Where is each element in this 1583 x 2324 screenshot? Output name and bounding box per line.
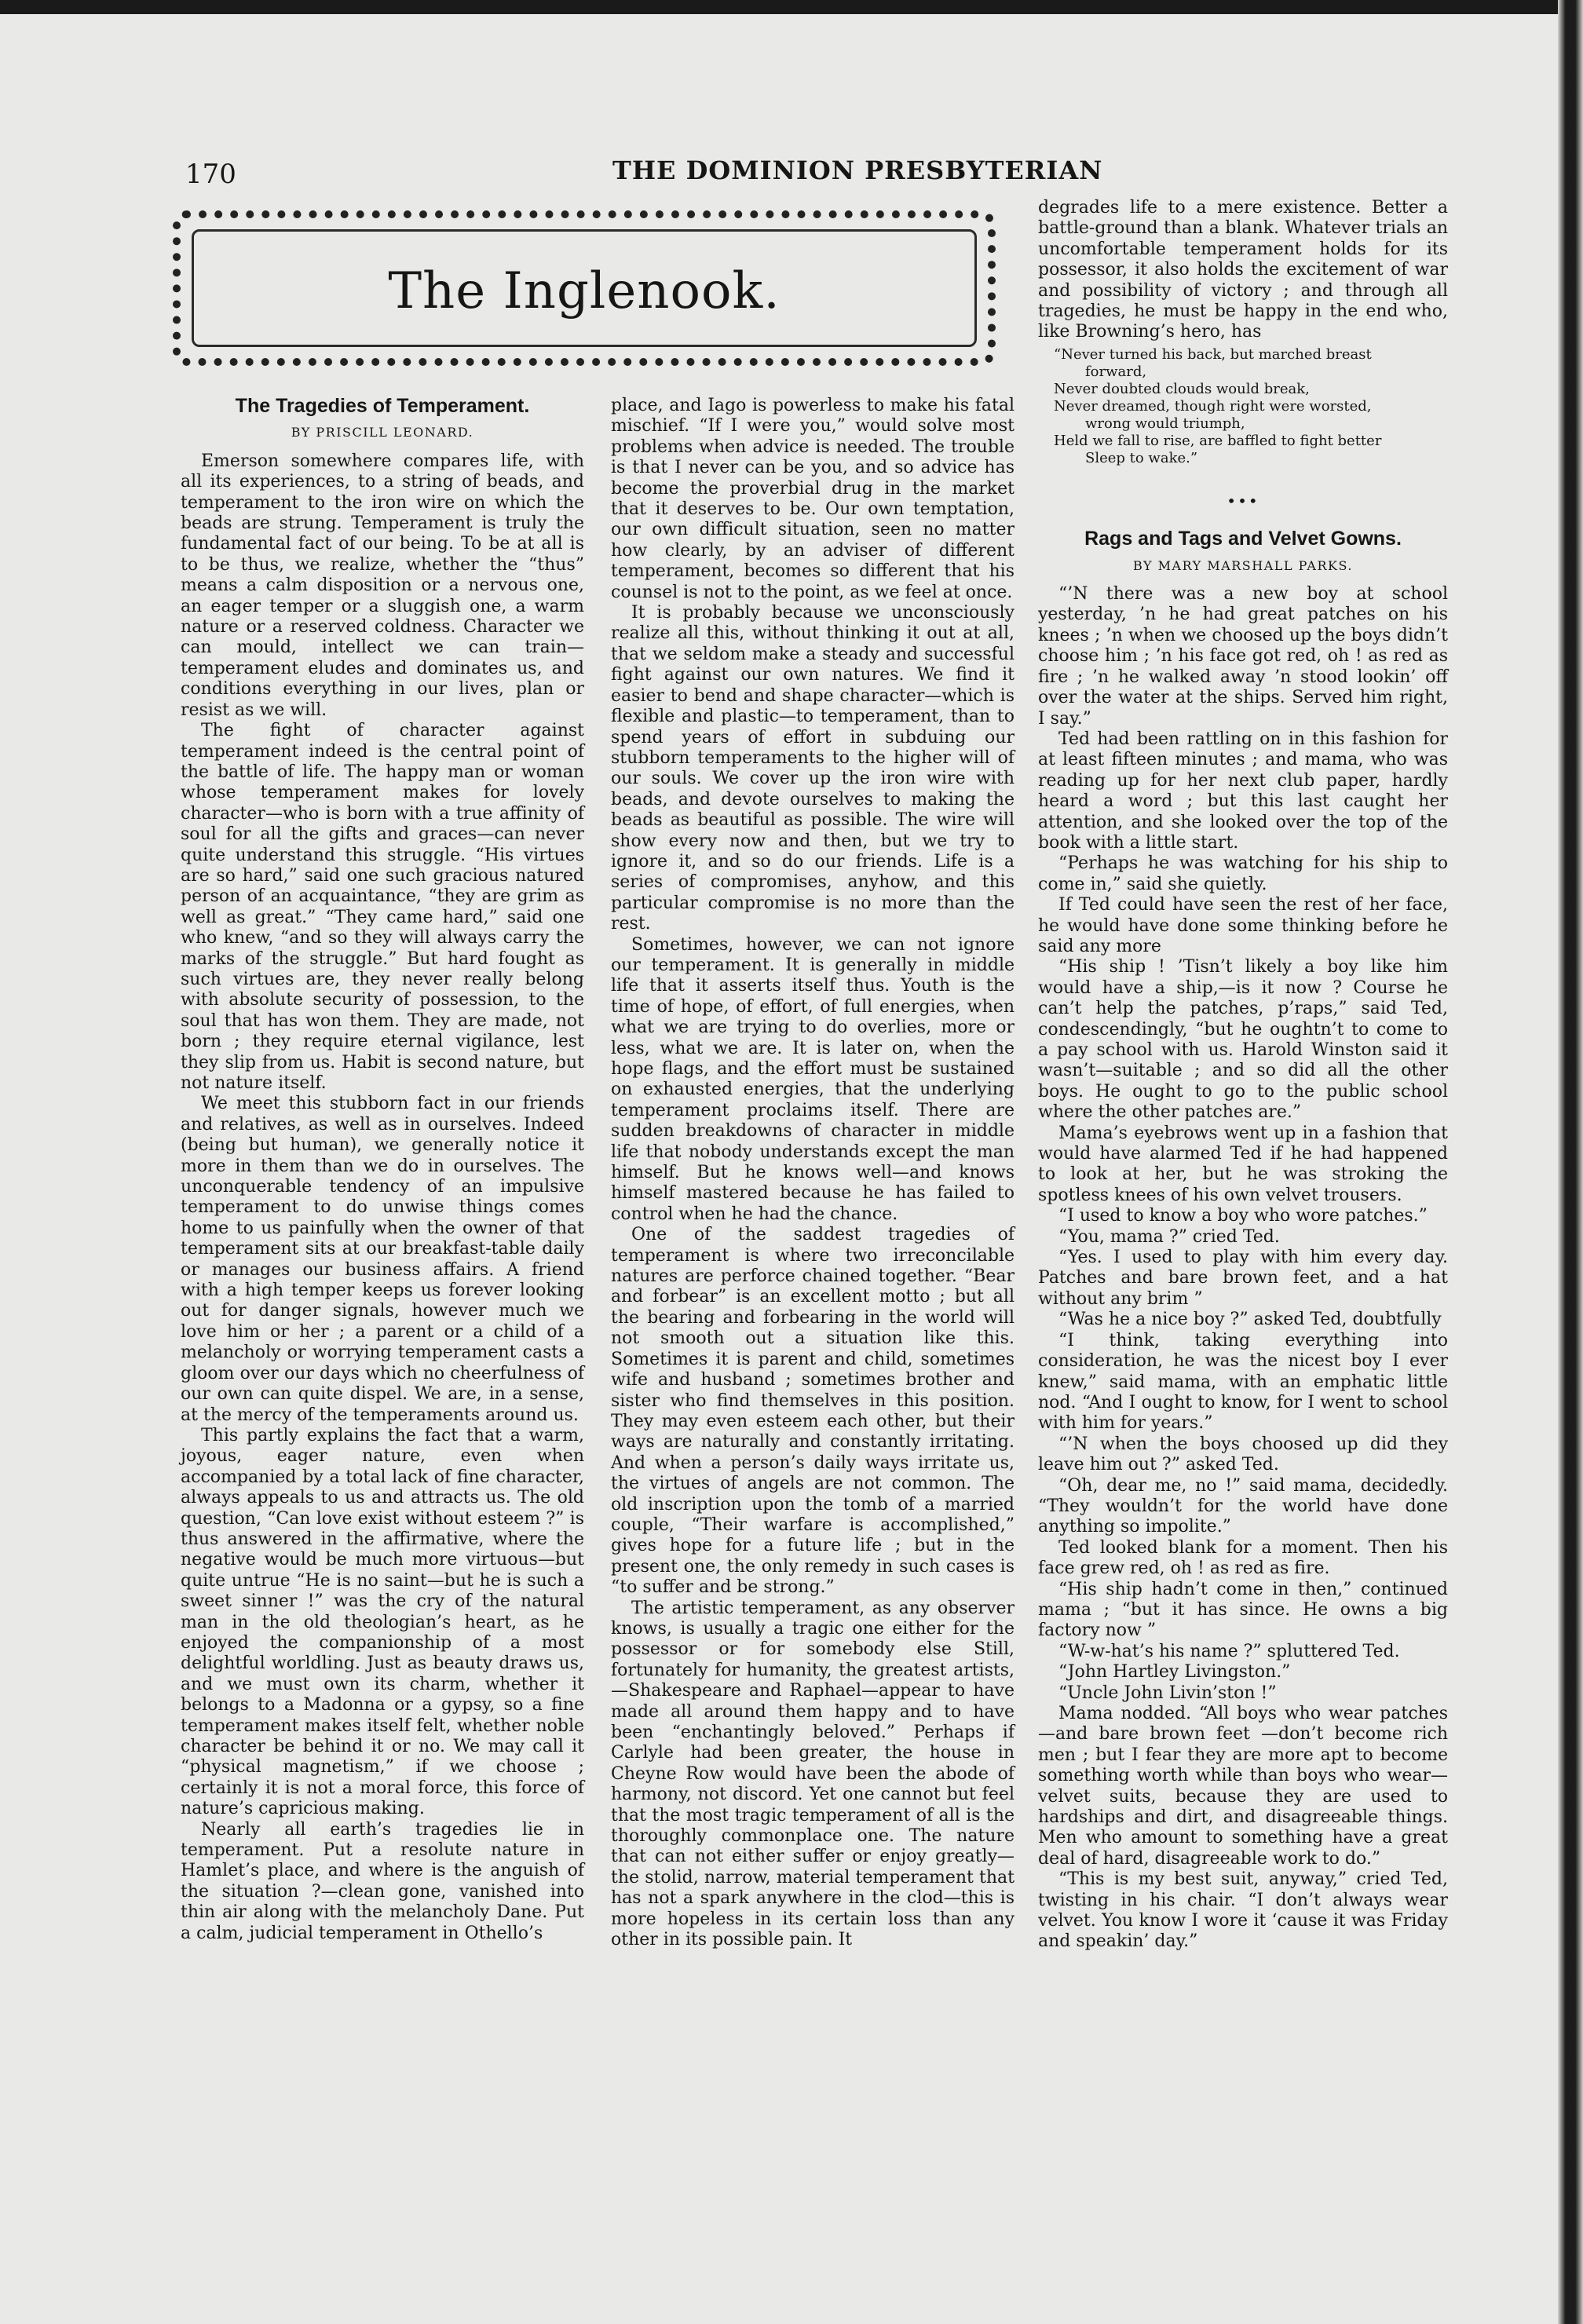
verse-line: forward, [1085,363,1147,380]
column-1 [181,396,584,1944]
article-title-rags: Rags and Tags and Velvet Gowns. [1084,528,1402,550]
paragraph: We meet this stubborn fact in our friends and relatives, as well as in ourselves. Indeed (being but human), we generally notice it more in them than we do in ourselves. The unconquerable tendency of an impulsive temperament to do unwise things comes home to us painfully when the owner of that temperament sits at our breakfast-table daily or manages our business affairs. A friend with a high temper keeps us forever looking out for danger signals, however much we love him or her ; a parent or a child of a melancholy or worrying temperament casts a gloom over our days which no cheerfulness of our own can quite dispel. We are, in a sense, at the mercy of the temperaments around us. [181,1094,584,1425]
verse-line: Never doubted clouds would break, [1054,380,1310,397]
page-number: 170 [185,159,236,190]
paragraph: It is probably because we unconsciously realize all this, without thinking it out at all, that we seldom make a steady and successful fight against our own natures. We find it easier to bend and shape character—which is flexible and plastic—to temperament, than to spend years of effort in subduing our stubborn temperaments to the higher will of our souls. We cover up the iron wire with beads, and devote ourselves to making the beads as beautiful as possible. The wire will show every now and then, but we try to ignore it, and so do our friends. Life is a series of compromises, anyhow, and this particular compromise is no more than the rest. [611,603,1015,934]
paragraph: “John Hartley Livingston.” [1058,1662,1291,1683]
paragraph: Nearly all earth’s tragedies lie in temperament. Put a resolute nature in Hamlet’s place, and where is the anguish of the situation ?—clean gone, vanished into thin air along with the melancholy Dane. Put a calm, judicial temperament in Othello’s [181,1819,584,1943]
scan-right-edge [1558,0,1583,2324]
article-byline-tragedies: BY PRISCILL LEONARD. [291,425,474,440]
article-byline-rags: BY MARY MARSHALL PARKS. [1133,557,1353,573]
paragraph: “This is my best suit, anyway,” cried Ted, twisting in his chair. “I don’t always wear velvet. You know I wore it ‘cause it was Friday and speakin’ day.” [1038,1869,1448,1952]
column-2 [611,396,1015,1950]
article-title-tragedies: The Tragedies of Temperament. [235,395,530,417]
paragraph: “His ship hadn’t come in then,” continued mama ; “but it has since. He owns a big factory now ” [1038,1579,1448,1641]
paragraph: “W-w-hat’s his name ?” spluttered Ted. [1058,1641,1400,1661]
scan-top-edge [0,0,1583,14]
paragraph: “Oh, dear me, no !” said mama, decidedly. “They wouldn’t for the world have done anything so impolite.” [1038,1475,1448,1537]
paragraph: One of the saddest tragedies of temperament is where two irreconcilable natures are perforce chained together. “Bear and forbear” is an excellent motto ; but all the bearing and forbearing in the world will not smooth out a situation like this. Sometimes it is parent and child, sometimes wife and husband ; sometimes brother and sister who find themselves in this position. They may even esteem each other, but their ways are naturally and constantly irritating. And when a person’s daily ways irritate us, the virtues of angels are not common. The old inscription upon the tomb of a married couple, “Their warfare is accomplished,” gives hope for a future life ; but in the present one, the only remedy in such cases is “to suffer and be strong.” [611,1225,1015,1598]
section-title: The Inglenook. [388,262,781,320]
verse-line: “Never turned his back, but marched breast [1054,345,1372,363]
paragraph: “Was he a nice boy ?” asked Ted, doubtfully [1058,1310,1442,1330]
paragraph: “Yes. I used to play with him every day. Patches and bare brown feet, and a hat without any brim ” [1038,1248,1448,1309]
paragraph: “’N there was a new boy at school yesterday, ’n he had great patches on his knees ; ’n when we choosed up the boys didn’t choose him ; ’n his face got red, oh ! as red as fire ; ’n he walked away ’n stood lookin’ off over the water at the ships. Served him right, I say.” [1038,584,1448,729]
paragraph: Sometimes, however, we can not ignore our temperament. It is generally in middle life that it asserts itself thus. Youth is the time of hope, of effort, of full energies, when what we are trying to do overlies, more or less, what we are. It is later on, when the hope flags, and the effort must be sustained on exhausted energies, that the underlying temperament proclaims itself. There are sudden breakdowns of character in middle life that nobody understands except the man himself. But he knows well—and knows himself mastered because he has failed to control when he had the chance. [611,934,1015,1224]
section-divider: ••• [1227,491,1259,510]
running-head: THE DOMINION PRESBYTERIAN [612,155,1103,185]
paragraph: The fight of character against temperament indeed is the central point of the battle of life. The happy man or woman whose temperament makes for lovely character—who is born with a true affinity of soul for all the gifts and graces—can never quite understand this struggle. “His virtues are so hard,” said one such gracious natured person of an acquaintance, “they are grim as well as great.” “They came hard,” said one who knew, “and so they will always carry the marks of the struggle.” But hard fought as such virtues are, they never really belong with absolute security of possession, to the soul that has won them. They are made, not born ; they require eternal vigilance, lest they slip from us. Habit is second nature, but not nature itself. [181,721,584,1093]
verse-quote [1054,346,1448,467]
paragraph: Ted had been rattling on in this fashion for at least fifteen minutes ; and mama, who was reading up for her next club paper, hardly heard a word ; but this last caught her attention, and she looked over the top of the book with a little start. [1038,729,1448,853]
paragraph: “You, mama ?” cried Ted. [1058,1226,1280,1247]
paragraph: “Perhaps he was watching for his ship to come in,” said she quietly. [1038,853,1448,894]
paragraph: The artistic temperament, as any observer knows, is usually a tragic one either for the possessor or for somebody else Still, fortunately for humanity, the greatest artists,—Shakespeare and Raphael—appear to have made all around them happy and to have been “enchantingly beloved.” Perhaps if Carlyle had been greater, the house in Cheyne Row would have been the abode of harmony, not discord. Yet one cannot but feel that the most tragic temperament of all is the thoroughly commonplace one. The nature that can not either suffer or enjoy greatly—the stolid, narrow, material temperament that has not a spark anywhere in the clod—this is more hopeless in its certain loss than any other in its possible pain. It [611,1598,1015,1950]
paragraph: degrades life to a mere existence. Better a battle-ground than a blank. Whatever trials an uncomfortable temperament holds for its possessor, it also holds the excitement of war and possibility of victory ; and through all tragedies, he must be happy in the end who, like Browning’s hero, has [1038,198,1448,342]
paragraph: “I used to know a boy who wore patches.” [1058,1206,1428,1226]
paragraph: If Ted could have seen the rest of her face, he would have done some thinking before he said any more [1038,895,1448,956]
paragraph: “His ship ! ’Tisn’t likely a boy like him would have a ship,—is it now ? Course he can’t help the patches, p’raps,” said Ted, condescendingly, “but he oughtn’t to come to a pay school with us. Harold Winston said it wasn’t—suitable ; and so did all the other boys. He ought to go to the public school where the other patches are.” [1038,957,1448,1123]
paragraph: “’N when the boys choosed up did they leave him out ?” asked Ted. [1038,1434,1448,1475]
paragraph: place, and Iago is powerless to make his fatal mischief. “If I were you,” would solve most problems when advice is needed. The trouble is that I never can be you, and so advice has become the proverbial drug in the market that it deserves to be. Our own temptation, our own difficult situation, seen no matter how clearly, by an adviser of different temperament, becomes so different that his counsel is not to the point, as we feel at once. [611,396,1015,602]
section-banner [173,210,996,366]
verse-line: Never dreamed, though right were worsted, [1054,397,1372,415]
paragraph: Ted looked blank for a moment. Then his face grew red, oh ! as red as fire. [1038,1537,1448,1579]
verse-line: Sleep to wake.” [1085,449,1198,466]
column-3 [1038,198,1448,1953]
paragraph: This partly explains the fact that a warm, joyous, eager nature, even when accompanied by a total lack of fine character, always appeals to us and attracts us. The old question, “Can love exist without esteem ?” is thus answered in the affirmative, where the negative would be much more virtuous—but quite untrue “He is no saint—but he is such a sweet sinner !” was the cry of the natural man in the old theologian’s heart, as he enjoyed the companionship of a most delightful worldling. Just as beauty draws us, and we must own its charm, whether it belongs to a Madonna or a gypsy, so a fine temperament makes itself felt, whether noble character be behind it or no. We may call it “physical magnetism,” if we choose ; certainly it is not a moral force, this force of nature’s capricious making. [181,1425,584,1819]
verse-line: wrong would triumph, [1085,415,1245,432]
paragraph: Mama’s eyebrows went up in a fashion that would have alarmed Ted if he had happened to look at her, but he was stroking the spotless knees of his own velvet trousers. [1038,1123,1448,1205]
paragraph: Emerson somewhere compares life, with all its experiences, to a string of beads, and temperament to the iron wire on which the beads are strung. Temperament is truly the fundamental fact of our being. To be at all is to be thus, we realize, whether the “thus” means a calm disposition or a nervous one, an eager temper or a sluggish one, a warm nature or a reserved coldness. Character we can mould, intellect we can train—temperament eludes and dominates us, and conditions everything in our lives, plan or resist as we will. [181,451,584,720]
paragraph: “I think, taking everything into consideration, he was the nicest boy I ever knew,” said mama, with an emphatic little nod. “And I ought to know, for I went to school with him for years.” [1038,1330,1448,1434]
paragraph: Mama nodded. “All boys who wear patches—and bare brown feet —don’t become rich men ; but I fear they are more apt to become something worth while than boys who wear—velvet suits, because they are used to hardships and dirt, and disagreeable things. Men who amount to something have a great deal of hard, disagreeable work to do.” [1038,1704,1448,1869]
paragraph: “Uncle John Livin’ston !” [1058,1683,1277,1703]
verse-line: Held we fall to rise, are baffled to fight better [1054,432,1382,449]
